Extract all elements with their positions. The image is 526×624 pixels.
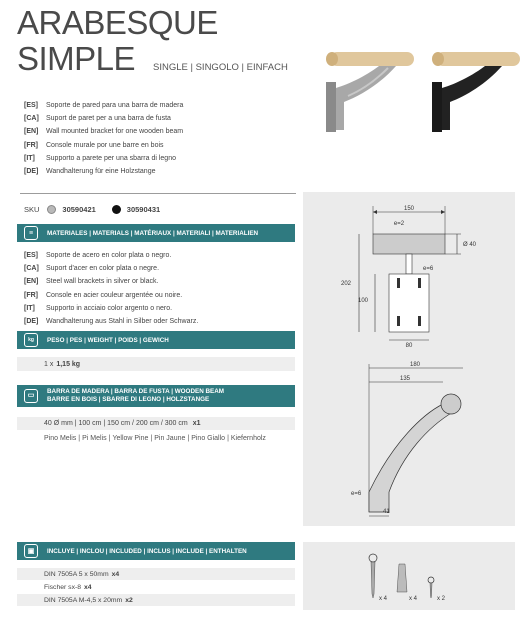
description-row: [IT] Supporto a parete per una sbarra di legno xyxy=(24,154,176,162)
description-row: [CA] Suport de paret per a una barra de fusta xyxy=(24,115,171,123)
sku-code: 30590431 xyxy=(126,205,161,214)
plugs-count: x 4 xyxy=(409,596,418,602)
dim-total: 180 xyxy=(409,362,421,368)
materials-row: [CA] Suport d'acer en color plata o negre. xyxy=(24,265,160,273)
layers-icon: ≡ xyxy=(24,226,38,240)
dim-plate-width: 80 xyxy=(405,343,413,349)
toolbox-icon: ▣ xyxy=(24,544,38,558)
product-subtitle: SINGLE | SINGOLO | EINFACH xyxy=(153,62,288,73)
wood-types: Pino Melis | Pi Melis | Yellow Pine | Pin Jaune | Pino Giallo | Kiefernholz xyxy=(44,435,266,442)
product-title-line2: SIMPLE xyxy=(17,40,136,77)
materials-heading: ≡ MATERIALES | MATERIALS | MATÉRIAUX | MATERIALI | MATERIALIEN xyxy=(17,224,295,242)
description-list xyxy=(24,99,304,178)
sku-code: 30590421 xyxy=(62,205,96,214)
small-screws-count: x 2 xyxy=(437,596,446,602)
product-title-line1: ARABESQUE xyxy=(17,4,218,41)
dim-width: 150 xyxy=(403,206,415,212)
included-item: DIN 7505A M-4,5 x 20mm x2 xyxy=(17,594,295,606)
materials-row: [EN] Steel wall brackets in silver or black. xyxy=(24,278,159,286)
product-photo-silver xyxy=(318,44,418,136)
materials-row: [DE] Wandhalterung aus Stahl in Silber oder Schwarz. xyxy=(24,318,199,326)
included-item: DIN 7505A 5 x 50mm x4 xyxy=(17,568,295,580)
dim-base: 41 xyxy=(383,509,390,515)
included-heading: ▣ INCLUYE | INCLOU | INCLUDED | INCLUS | INCLUDE | ENTHALTEN xyxy=(17,542,295,560)
description-row: [FR] Console murale por une barre en bois xyxy=(24,141,164,149)
dim-plate: 100 xyxy=(358,298,369,304)
dim-e2: e=2 xyxy=(393,221,405,227)
dim-e6: e=6 xyxy=(423,266,434,272)
dim-arm: 135 xyxy=(399,376,411,382)
front-view-drawing xyxy=(303,192,515,526)
technical-drawing-panel xyxy=(303,192,515,526)
hardware-panel xyxy=(303,542,515,610)
weight-row: 1 x 1,15 kg xyxy=(17,357,295,371)
materials-row: [IT] Supporto in acciaio color argento o nero. xyxy=(24,304,173,312)
beam-heading: ▭ BARRA DE MADERA | BARRA DE FUSTA | WOODEN BEAM BARRE EN BOIS | SBARRE DI LEGNO | HOLZSTANGE xyxy=(17,385,295,407)
sku-label: SKU xyxy=(24,205,40,214)
beam-icon: ▭ xyxy=(24,389,38,403)
dim-side-e6: e=6 xyxy=(351,491,362,497)
black-swatch-icon xyxy=(112,205,121,214)
materials-row: [ES] Soporte de acero en color plata o negro. xyxy=(24,252,172,259)
screws-count: x 4 xyxy=(379,596,388,602)
included-item: Fischer sx-8 x4 xyxy=(44,583,92,591)
silver-swatch-icon xyxy=(47,205,56,214)
materials-row: [FR] Console en acier couleur argentée ou noire. xyxy=(24,291,183,299)
weight-heading: kg PESO | PES | WEIGHT | POIDS | GEWICH xyxy=(17,331,295,349)
hardware-drawing xyxy=(303,542,515,610)
weight-icon: kg xyxy=(24,333,38,347)
description-row: [ES] Soporte de pared para una barra de madera xyxy=(24,102,184,109)
sku-row xyxy=(24,205,168,214)
dim-diameter: Ø 40 xyxy=(463,242,477,248)
materials-list xyxy=(24,249,304,328)
product-photo-black xyxy=(426,44,522,136)
beam-sizes-row: 40 Ø mm | 100 cm | 150 cm / 200 cm / 300 cm x1 xyxy=(17,417,295,430)
description-row: [EN] Wall mounted bracket for one wooden beam xyxy=(24,128,184,136)
divider xyxy=(20,193,296,194)
dim-height: 202 xyxy=(341,281,352,287)
description-row: [DE] Wandhalterung für eine Holzstange xyxy=(24,168,156,176)
